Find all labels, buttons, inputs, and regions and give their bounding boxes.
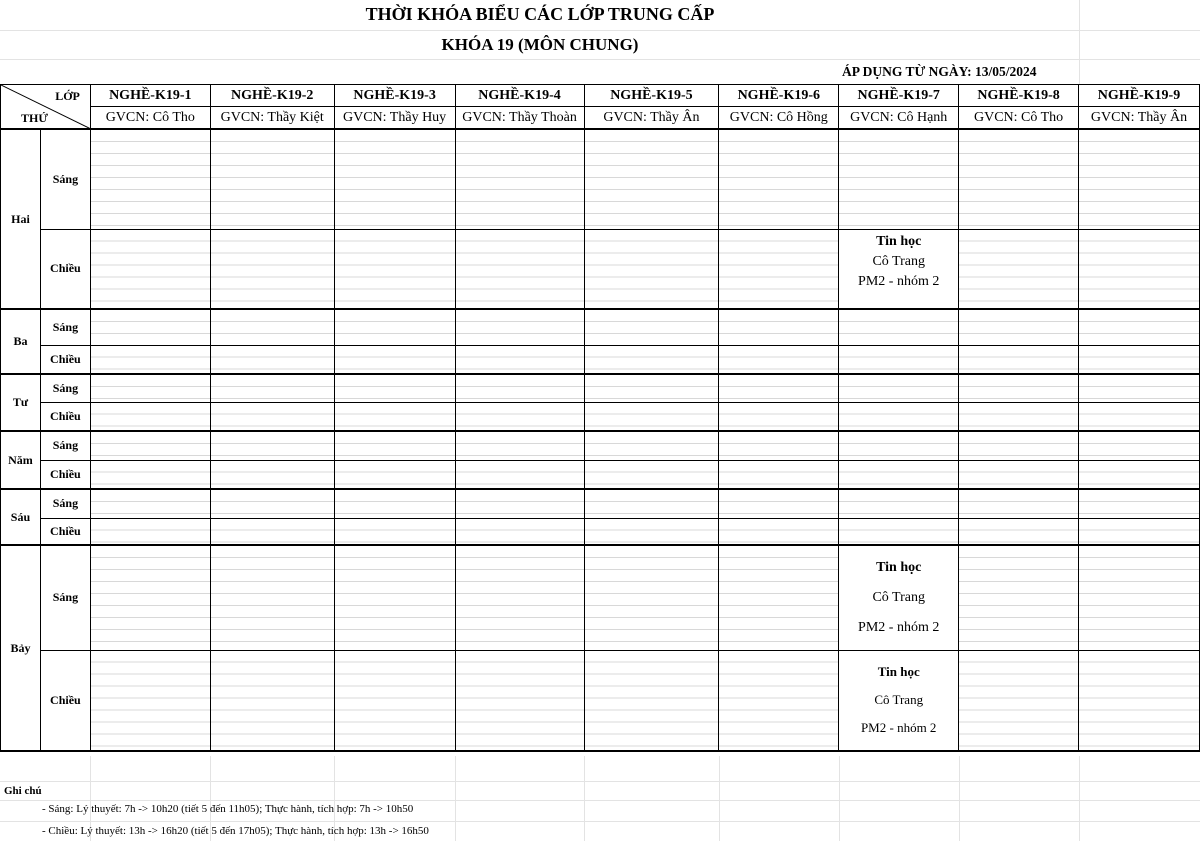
schedule-cell [210,129,334,229]
schedule-cell [210,374,334,402]
apply-date: ÁP DỤNG TỪ NGÀY: 13/05/2024 [842,64,1037,79]
page-title: THỜI KHÓA BIỂU CÁC LỚP TRUNG CẤP [365,4,715,24]
session-afternoon: Chiều [40,229,90,309]
session-afternoon: Chiều [40,460,90,489]
schedule-cell [455,518,584,545]
schedule-entry [839,229,959,309]
schedule-cell [334,489,455,518]
entry-teacher: Cô Trang [872,253,925,269]
schedule-cell [455,309,584,345]
session-morning: Sáng [40,129,90,229]
schedule-cell [210,431,334,460]
schedule-cell [455,129,584,229]
schedule-cell [90,518,210,545]
homeroom-teacher: GVCN: Thầy Ân [1079,107,1200,130]
entry-teacher: Cô Trang [872,589,925,605]
schedule-cell [90,460,210,489]
schedule-cell [584,402,719,431]
class-header: NGHỀ-K19-4 [455,85,584,107]
schedule-entry [839,650,959,751]
schedule-cell [584,650,719,751]
schedule-cell [334,650,455,751]
entry-room: PM2 - nhóm 2 [858,619,940,635]
schedule-cell [719,374,839,402]
schedule-cell [959,460,1079,489]
schedule-cell [1079,489,1200,518]
schedule-cell [334,431,455,460]
schedule-cell [334,229,455,309]
schedule-cell [959,518,1079,545]
schedule-cell [210,518,334,545]
schedule-cell [1079,309,1200,345]
schedule-cell [1079,545,1200,650]
schedule-cell [959,402,1079,431]
schedule-cell [455,229,584,309]
schedule-cell [210,489,334,518]
schedule-cell [959,489,1079,518]
corner-thu-label: THỨ [21,111,48,125]
schedule-cell [959,309,1079,345]
session-afternoon: Chiều [40,345,90,374]
session-morning: Sáng [40,431,90,460]
schedule-cell [719,345,839,374]
schedule-cell [455,345,584,374]
schedule-cell [210,650,334,751]
schedule-cell [334,402,455,431]
schedule-cell [584,129,719,229]
class-header: NGHỀ-K19-7 [839,85,959,107]
schedule-cell [719,129,839,229]
schedule-cell [839,129,959,229]
day-label: Hai [1,129,41,309]
schedule-cell [90,229,210,309]
schedule-cell [1079,229,1200,309]
schedule-cell [959,229,1079,309]
schedule-cell [719,518,839,545]
schedule-cell [455,431,584,460]
schedule-cell [719,431,839,460]
schedule-cell [959,345,1079,374]
schedule-cell [839,309,959,345]
schedule-cell [334,345,455,374]
schedule-cell [839,345,959,374]
schedule-cell [1079,518,1200,545]
schedule-cell [584,518,719,545]
homeroom-teacher: GVCN: Cô Hạnh [839,107,959,130]
day-label: Sáu [1,489,41,545]
schedule-cell [959,374,1079,402]
schedule-cell [90,650,210,751]
homeroom-teacher: GVCN: Thầy Thoàn [455,107,584,130]
schedule-cell [334,374,455,402]
schedule-cell [210,345,334,374]
class-header: NGHỀ-K19-2 [210,85,334,107]
schedule-cell [334,545,455,650]
schedule-cell [1079,650,1200,751]
schedule-cell [584,309,719,345]
schedule-cell [584,374,719,402]
schedule-cell [584,489,719,518]
schedule-cell [839,489,959,518]
class-header: NGHỀ-K19-3 [334,85,455,107]
schedule-cell [334,460,455,489]
session-morning: Sáng [40,309,90,345]
schedule-cell [1079,129,1200,229]
schedule-cell [1079,345,1200,374]
class-header: NGHỀ-K19-9 [1079,85,1200,107]
schedule-cell [584,545,719,650]
schedule-cell [210,460,334,489]
schedule-cell [839,402,959,431]
class-header: NGHỀ-K19-6 [719,85,839,107]
schedule-cell [90,545,210,650]
schedule-cell [584,345,719,374]
schedule-cell [1079,460,1200,489]
entry-room: PM2 - nhóm 2 [860,720,937,736]
schedule-cell [210,229,334,309]
session-afternoon: Chiều [40,650,90,751]
schedule-cell [90,402,210,431]
homeroom-teacher: GVCN: Cô Tho [90,107,210,130]
schedule-cell [584,229,719,309]
session-morning: Sáng [40,374,90,402]
homeroom-teacher: GVCN: Cô Tho [959,107,1079,130]
schedule-cell [839,518,959,545]
schedule-cell [719,489,839,518]
note-morning: - Sáng: Lý thuyết: 7h -> 10h20 (tiết 5 đến 11h05); Thực hành, tích hợp: 7h -> 10h50 [42,803,414,815]
schedule-cell [455,545,584,650]
schedule-cell [90,431,210,460]
session-afternoon: Chiều [40,518,90,545]
schedule-cell [959,650,1079,751]
schedule-cell [455,374,584,402]
day-label: Bảy [1,545,41,751]
schedule-cell [455,650,584,751]
schedule-cell [719,229,839,309]
schedule-cell [719,402,839,431]
schedule-cell [90,345,210,374]
day-label: Ba [1,309,41,374]
schedule-cell [455,402,584,431]
schedule-cell [334,518,455,545]
session-morning: Sáng [40,489,90,518]
schedule-entry [839,545,959,650]
homeroom-teacher: GVCN: Thầy Ân [584,107,719,130]
schedule-cell [959,545,1079,650]
schedule-cell [455,489,584,518]
schedule-cell [839,431,959,460]
homeroom-teacher: GVCN: Thầy Kiệt [210,107,334,130]
schedule-cell [90,129,210,229]
schedule-cell [719,545,839,650]
entry-subject: Tin học [876,559,922,575]
class-header: NGHỀ-K19-8 [959,85,1079,107]
homeroom-teacher: GVCN: Cô Hồng [719,107,839,130]
entry-subject: Tin học [876,233,922,249]
timetable [0,84,1200,752]
schedule-cell [455,460,584,489]
notes-heading: Ghi chú [4,785,42,797]
schedule-cell [959,129,1079,229]
schedule-cell [719,650,839,751]
schedule-cell [584,431,719,460]
schedule-cell [210,309,334,345]
schedule-cell [959,431,1079,460]
schedule-cell [719,460,839,489]
homeroom-teacher: GVCN: Thầy Huy [334,107,455,130]
entry-teacher: Cô Trang [874,692,924,708]
class-header: NGHỀ-K19-5 [584,85,719,107]
corner-header [1,85,91,130]
schedule-cell [839,460,959,489]
entry-room: PM2 - nhóm 2 [858,273,940,289]
day-label: Tư [1,374,41,431]
schedule-cell [719,309,839,345]
schedule-cell [334,309,455,345]
schedule-cell [210,402,334,431]
schedule-cell [90,489,210,518]
schedule-cell [90,309,210,345]
schedule-cell [210,545,334,650]
note-afternoon: - Chiều: Lý thuyết: 13h -> 16h20 (tiết 5 đến 17h05); Thực hành, tích hợp: 13h -> 16h50 [42,825,429,837]
schedule-cell [584,460,719,489]
schedule-cell [839,374,959,402]
class-header: NGHỀ-K19-1 [90,85,210,107]
day-label: Năm [1,431,41,489]
entry-subject: Tin học [877,664,920,680]
schedule-cell [1079,402,1200,431]
session-morning: Sáng [40,545,90,650]
schedule-cell [1079,374,1200,402]
schedule-cell [334,129,455,229]
schedule-cell [90,374,210,402]
schedule-cell [1079,431,1200,460]
session-afternoon: Chiều [40,402,90,431]
page-subtitle: KHÓA 19 (MÔN CHUNG) [441,35,639,54]
corner-lop-label: LỚP [55,89,80,103]
